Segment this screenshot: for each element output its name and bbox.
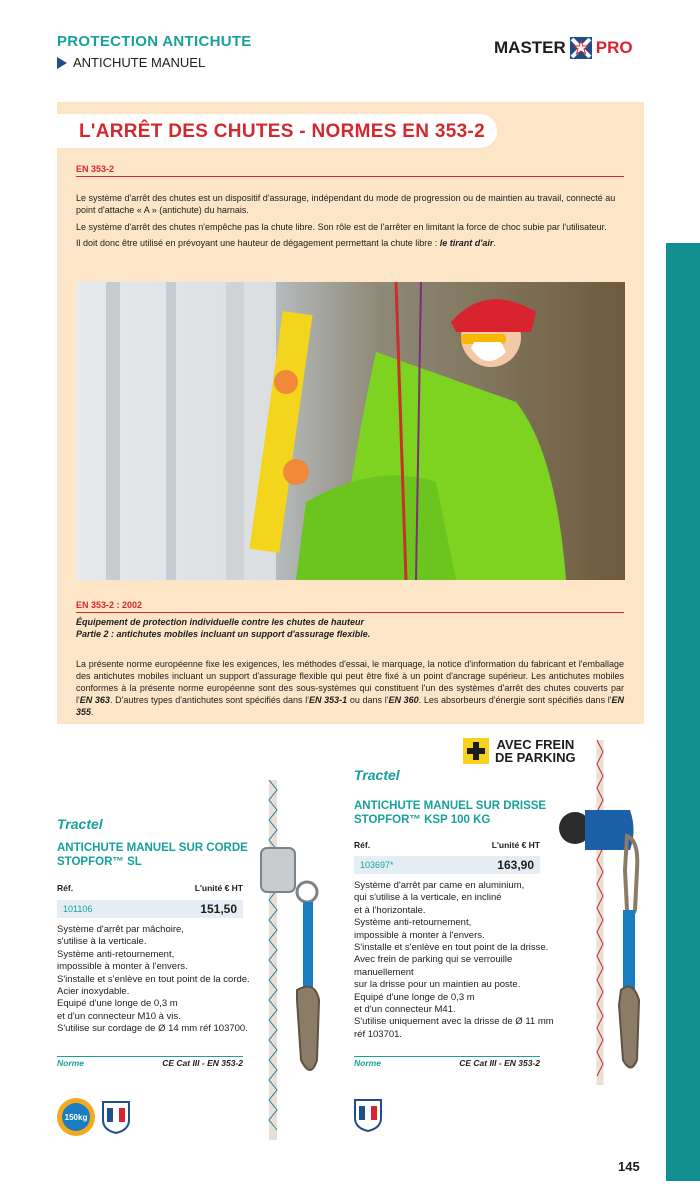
product1-ref: 101106 [63,904,93,914]
desc-line: Acier inoxydable. [57,986,130,998]
desc-line: Système d'arrêt par came en aluminium, [354,880,525,891]
tirant-air: le tirant d'air [439,238,494,248]
norm-value: CE Cat III - EN 353-2 [162,1058,243,1068]
page-number: 145 [618,1159,640,1174]
desc-line: Equipé d'une longe de 0,3 m [354,991,475,1003]
std2-text-c: ou dans l' [347,695,389,705]
product1-description [57,924,257,1036]
desc-line: et d'un connecteur M10 à vis. [57,1010,181,1022]
desc-line: qui s'utilise à la verticale, en incliné [354,892,502,904]
std1-paragraph-3 [76,237,624,249]
desc-line: S'utilise sur cordage de Ø 14 mm réf 103700. [57,1023,248,1035]
norm-en355: EN 355 [76,695,624,717]
std2-text-d: . Les absorbeurs d'énergie sont spécifiés dans l' [418,695,612,705]
product1-title [57,841,248,869]
norm-en360: EN 360 [388,695,419,705]
panel-title: L'ARRÊT DES CHUTES - NORMES EN 353-2 [79,121,485,142]
norm-label: Norme [57,1058,84,1068]
side-color-tab [666,243,700,1181]
divider [76,612,624,613]
product1-norm [57,1056,243,1068]
play-arrow-icon [57,57,67,69]
norm-value: CE Cat III - EN 353-2 [459,1058,540,1068]
norm-en363: EN 363 [79,695,110,705]
worker-photo [76,282,625,580]
plus-icon [463,738,489,764]
std1-p3-end: . [493,238,496,248]
star-cross-icon [570,37,592,59]
masterpro-logo [494,37,633,59]
product2-price: 163,90 [497,858,534,872]
desc-line: S'installe et s'enlève en tout point de la drisse. [354,942,549,954]
desc-line: et d'un connecteur M41. [354,1004,456,1016]
product1-price: 151,50 [200,902,237,916]
logo-pro-text: PRO [595,38,633,57]
product2-ref: 103697* [360,860,394,870]
product1-title-line2: STOPFOR™ SL [57,856,142,868]
ref-label: Réf. [57,883,74,893]
product2-image [555,740,655,1085]
std2-text-a: La présente norme européenne fixe les exigences, les méthodes d'essai, le marquage, la notice d'information du fabricant et l'emballage des antichutes mobiles incluant un support d'assurage flexible qui peut être fixé à un point d'ancrage supérieur. Les antichutes mobiles conformes à la présente norme européenne sont des sous-systèmes qui constituent l'un des systèmes d'arrêt des chutes couverts par l' [76,659,624,705]
french-origin-icon [353,1098,383,1132]
std2-label: EN 353-2 : 2002 [76,600,143,610]
tractel-logo: Tractel [354,767,400,783]
divider [76,176,624,177]
product2-ref-row[interactable] [354,856,540,874]
weight-badge-text: 150kg [62,1103,90,1131]
price-label: L'unité € HT [194,883,243,893]
std1-paragraph-1: Le système d'arrêt des chutes est un dispositif d'assurage, indépendant du mode de progression ou de maintien au travail, connecté au point d'attache « A » (antichute) du harnais. [76,193,616,215]
desc-line: S'utilise uniquement avec la drisse de Ø 11 mm [354,1016,554,1028]
std1-label: EN 353-2 [76,164,115,174]
desc-line: sur la drisse pour un maintien au poste. [354,979,521,991]
desc-line: et à l'horizontale. [354,904,426,916]
product2-description [354,880,564,1041]
std2-text-e: . [91,707,94,717]
product2-title-line1: ANTICHUTE MANUEL SUR DRISSE [354,800,547,812]
subsection-title: ANTICHUTE MANUEL [73,55,206,70]
norm-en3531: EN 353-1 [308,695,348,705]
french-origin-icon [101,1100,131,1134]
desc-line: réf 103701. [354,1028,403,1040]
desc-line: impossible à monter à l'envers. [354,929,485,941]
product2-norm [354,1056,540,1068]
ref-label: Réf. [354,840,371,850]
product2-title [354,799,546,827]
product1-image [255,780,335,1140]
tractel-logo: Tractel [57,816,103,832]
product1-title-line1: ANTICHUTE MANUEL SUR CORDE [57,842,248,854]
product1-ref-row[interactable] [57,900,243,918]
std2-text-b: . D'autres types d'antichutes sont spécifiés dans l' [109,695,309,705]
standards-panel [57,102,644,724]
product2-title-line2: STOPFOR™ KSP 100 KG [354,814,491,826]
logo-master-text: MASTER [494,38,566,57]
std1-paragraph-2: Le système d'arrêt des chutes n'empêche pas la chute libre. Son rôle est de l'arrêter en limitant la force de choc subie par l'utilisateur. [76,222,607,232]
price-label: L'unité € HT [491,840,540,850]
desc-line: Avec frein de parking qui se verrouille manuellement [354,954,513,978]
norm-label: Norme [354,1058,381,1068]
badge-line2: DE PARKING [495,750,576,765]
desc-line: Système anti-retournement, [354,917,472,929]
desc-line: Système anti-retournement, [57,948,175,960]
desc-line: Système d'arrêt par mâchoire, [57,924,184,935]
std2-heading-2: Partie 2 : antichutes mobiles incluant un support d'assurage flexible. [76,629,371,639]
breadcrumb [57,55,205,70]
desc-line: impossible à monter à l'envers. [57,961,188,973]
std2-paragraph [76,658,624,718]
desc-line: s'utilise à la verticale. [57,936,147,948]
section-title: PROTECTION ANTICHUTE [57,33,252,50]
desc-line: Equipé d'une longe de 0,3 m [57,998,178,1010]
std2-heading-1: Équipement de protection individuelle contre les chutes de hauteur [76,617,365,627]
weight-badge-icon [57,1098,95,1136]
badge-line1: AVEC FREIN [496,737,575,752]
desc-line: S'installe et s'enlève en tout point de la corde. [57,973,250,985]
product2-ref-header [354,840,540,850]
product1-ref-header [57,883,243,893]
std1-p3-text: Il doit donc être utilisé en prévoyant une hauteur de dégagement permettant la chute libre : [76,238,440,248]
